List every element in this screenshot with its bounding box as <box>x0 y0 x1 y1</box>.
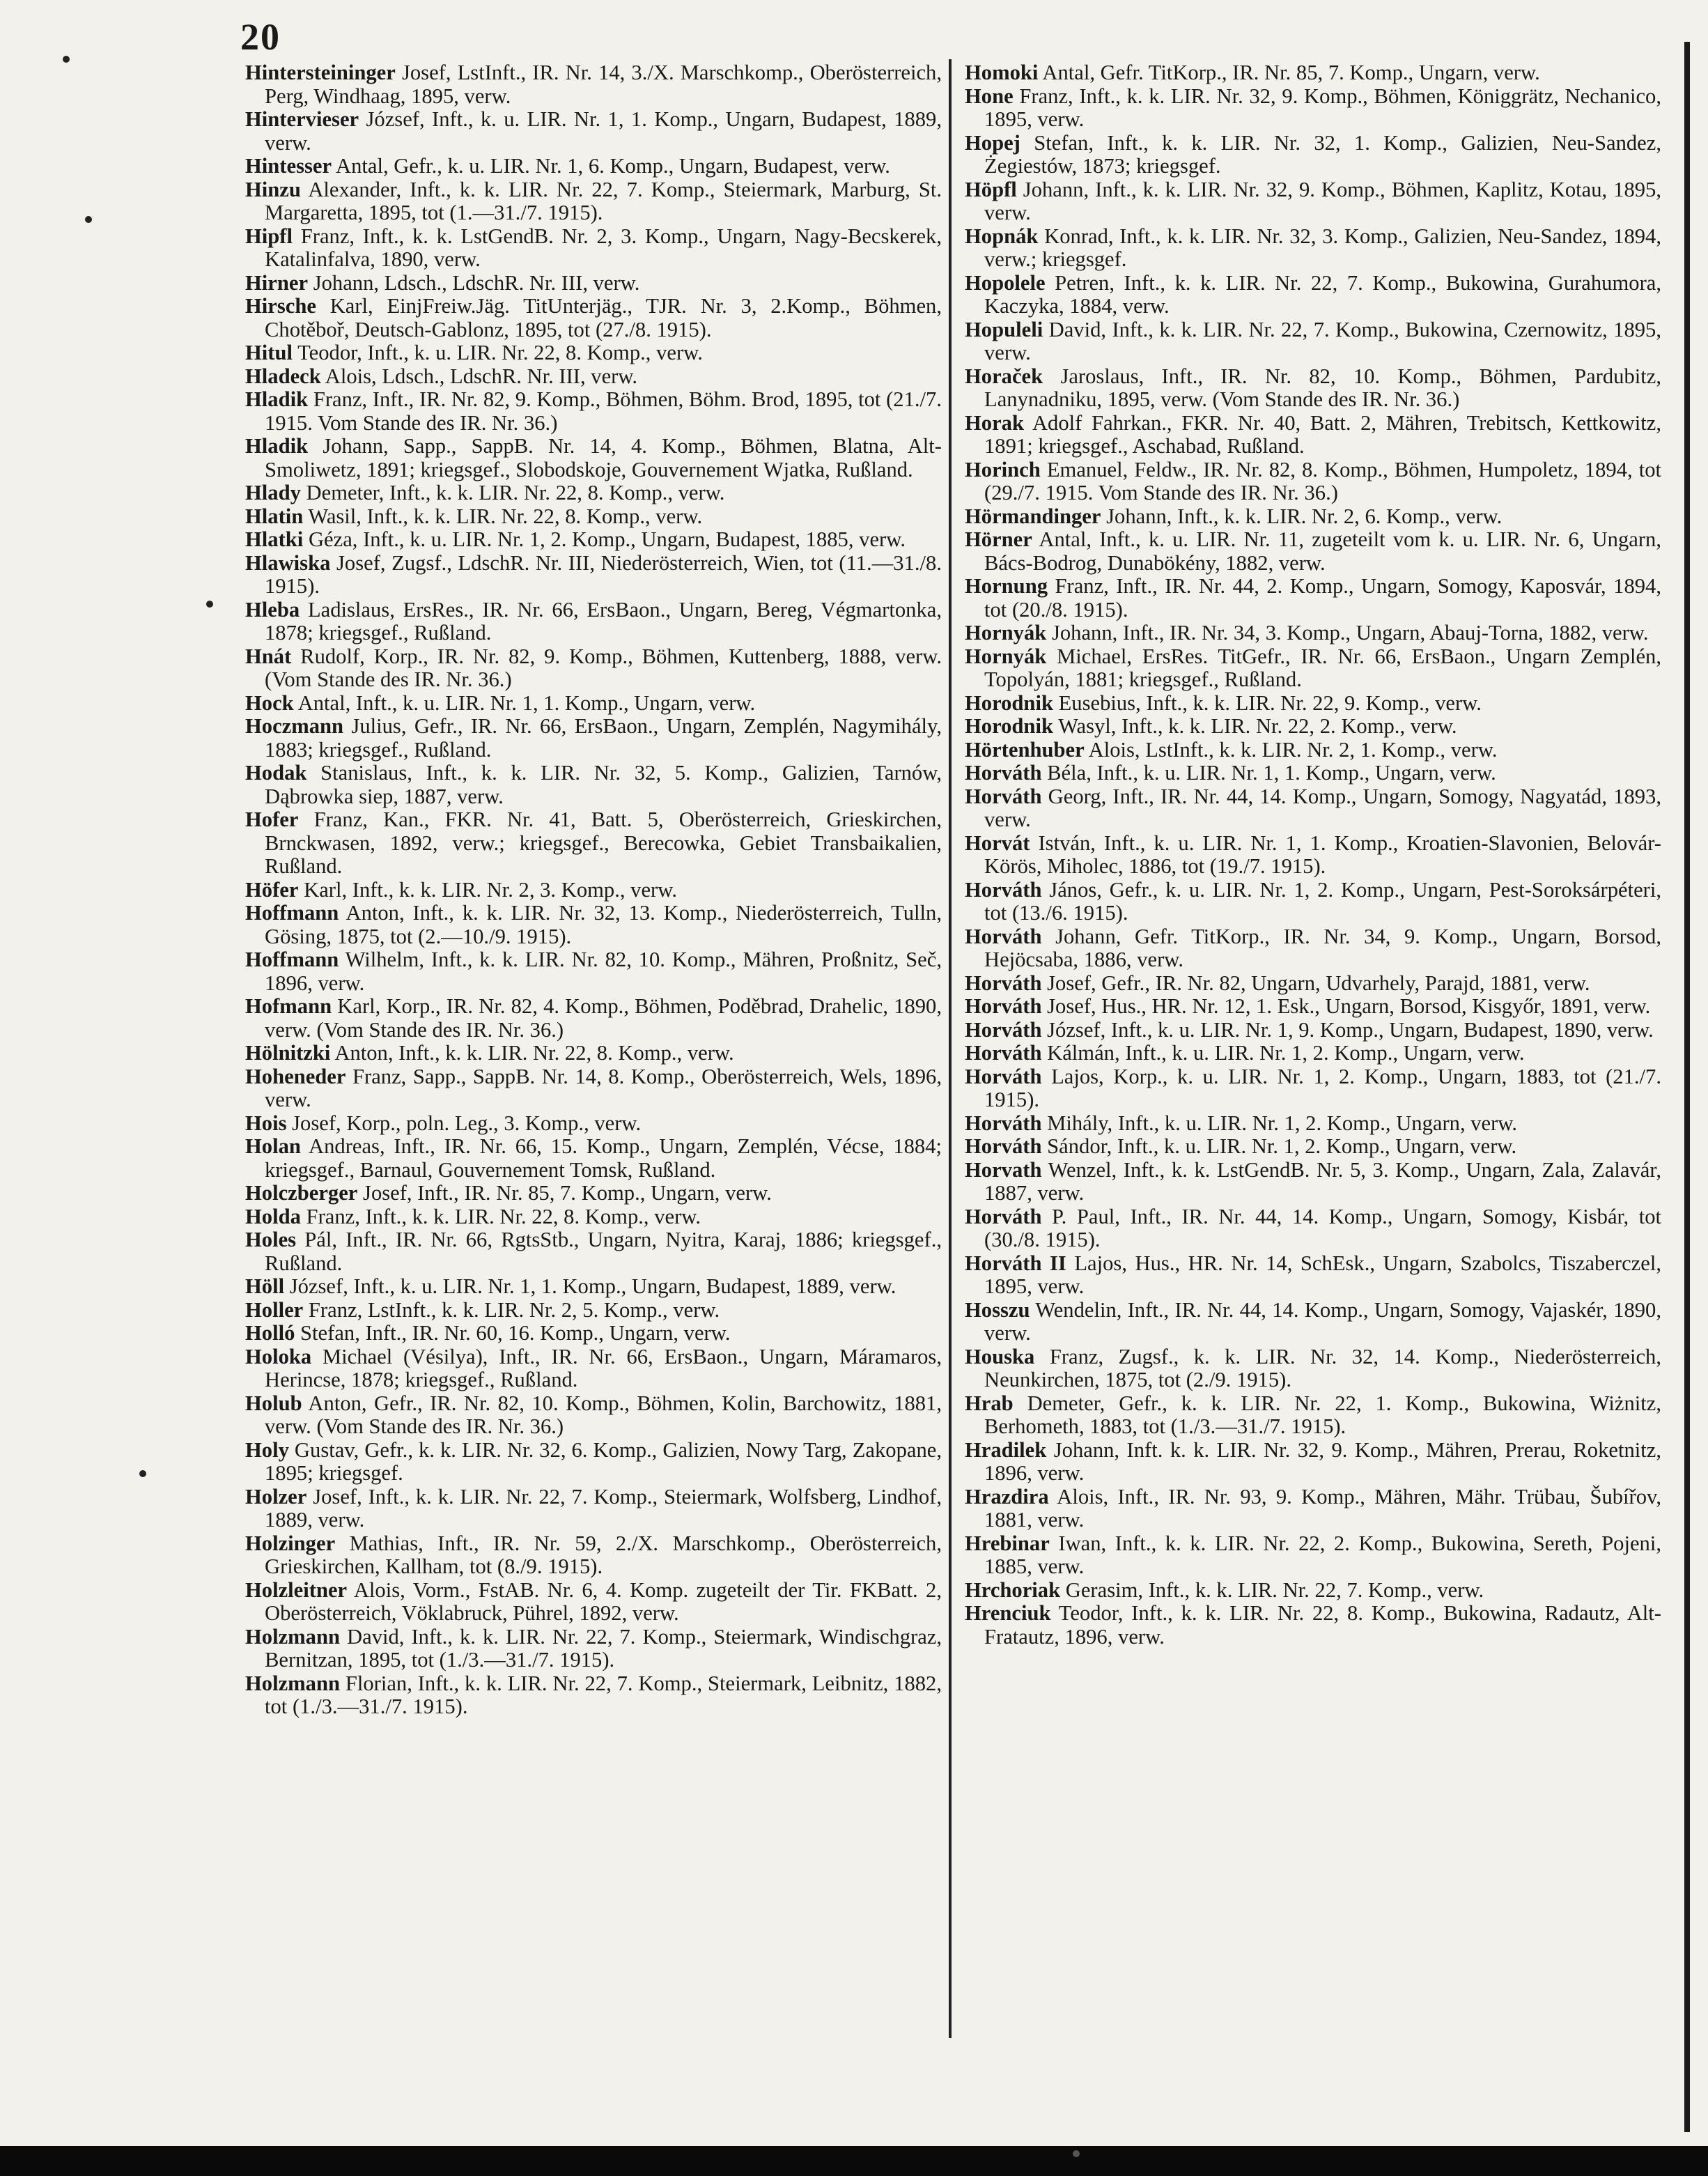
entry-surname: Holczberger <box>245 1181 358 1205</box>
entry-surname: Hrazdira <box>965 1484 1049 1508</box>
register-entry <box>245 61 942 108</box>
entry-details: Antal, Inft., k. u. LIR. Nr. 1, 1. Komp., Ungarn, verw. <box>293 690 756 715</box>
entry-details: Teodor, Inft., k. u. LIR. Nr. 22, 8. Komp., verw. <box>293 341 703 364</box>
register-entry <box>965 458 1661 505</box>
entry-details: Konrad, Inft., k. k. LIR. Nr. 32, 3. Komp., Galizien, Neu-Sandez, 1894, verw.; kriegsgef. <box>984 224 1661 271</box>
entry-details: Wilhelm, Inft., k. k. LIR. Nr. 82, 10. Komp., Mähren, Proßnitz, Seč, 1896, verw. <box>265 948 942 995</box>
register-entry <box>245 295 942 341</box>
entry-details: Antal, Inft., k. u. LIR. Nr. 11, zugeteilt vom k. u. LIR. Nr. 6, Ungarn, Bács-Bodrog, Dunabökény, 1882, verw. <box>984 527 1661 575</box>
entry-surname: Holzinger <box>245 1531 336 1555</box>
entry-surname: Holan <box>245 1134 301 1158</box>
entry-surname: Hois <box>245 1111 287 1135</box>
register-entry <box>245 1135 942 1182</box>
entry-surname: Homoki <box>965 61 1039 84</box>
entry-details: Wendelin, Inft., IR. Nr. 44, 14. Komp., Ungarn, Somogy, Vajaskér, 1890, verw. <box>984 1297 1661 1345</box>
entry-details: Alexander, Inft., k. k. LIR. Nr. 22, 7. Komp., Steiermark, Marburg, St. Margaretta, 1895, tot (1.—31./7. 1915). <box>265 177 942 224</box>
scan-speck <box>139 1470 146 1477</box>
entry-surname: Hörmandinger <box>965 504 1101 528</box>
page-edge-shadow <box>1684 42 1690 2132</box>
register-entry <box>245 552 942 599</box>
entry-surname: Hone <box>965 84 1014 108</box>
entry-details: Michael, ErsRes. TitGefr., IR. Nr. 66, ErsBaon., Ungarn Zemplén, Topolyán, 1881; kriegsgef., Rußland. <box>984 644 1661 691</box>
entry-details: Emanuel, Feldw., IR. Nr. 82, 8. Komp., Böhmen, Humpoletz, 1894, tot (29./7. 1915. Vom Stande des IR. Nr. 36.) <box>984 457 1661 504</box>
entry-surname: Hodak <box>245 761 307 785</box>
entry-surname: Horváth <box>965 1064 1042 1088</box>
register-entry <box>245 1112 942 1136</box>
entry-details: Lajos, Korp., k. u. LIR. Nr. 1, 2. Komp., Ungarn, 1883, tot (21./7. 1915). <box>984 1064 1661 1111</box>
entry-surname: Horodnik <box>965 690 1053 715</box>
register-entry <box>245 1532 942 1579</box>
entry-details: P. Paul, Inft., IR. Nr. 44, 14. Komp., Ungarn, Somogy, Kisbár, tot (30./8. 1915). <box>984 1204 1661 1251</box>
entry-details: Anton, Inft., k. k. LIR. Nr. 32, 13. Komp., Niederösterreich, Tulln, Gösing, 1875, tot (2.—10./9. 1915). <box>265 901 942 948</box>
entry-surname: Holzmann <box>245 1624 340 1649</box>
entry-details: József, Inft., k. u. LIR. Nr. 1, 1. Komp., Ungarn, Budapest, 1889, verw. <box>284 1274 896 1298</box>
entry-details: Antal, Gefr. TitKorp., IR. Nr. 85, 7. Komp., Ungarn, verw. <box>1038 61 1540 84</box>
entry-surname: Hladeck <box>245 364 321 388</box>
entry-details: János, Gefr., k. u. LIR. Nr. 1, 2. Komp., Ungarn, Pest-Soroksárpéteri, tot (13./6. 1915). <box>984 877 1661 925</box>
entry-details: Johann, Inft., IR. Nr. 34, 3. Komp., Ungarn, Abauj-Torna, 1882, verw. <box>1046 621 1649 645</box>
register-entry <box>965 1602 1661 1649</box>
entry-surname: Hopnák <box>965 224 1039 248</box>
entry-surname: Hladik <box>245 387 309 411</box>
register-entry <box>245 1228 942 1275</box>
register-entry <box>965 995 1661 1019</box>
register-entry <box>965 412 1661 458</box>
entry-details: Mathias, Inft., IR. Nr. 59, 2./X. Marschkomp., Oberösterreich, Grieskirchen, Kallham, tot (8./9. 1915). <box>265 1531 942 1578</box>
register-entry <box>245 1299 942 1322</box>
entry-details: Johann, Inft., k. k. LIR. Nr. 2, 6. Komp., verw. <box>1101 504 1503 528</box>
register-entry <box>245 178 942 225</box>
entry-details: Josef, Gefr., IR. Nr. 82, Ungarn, Udvarhely, Parajd, 1881, verw. <box>1041 971 1590 995</box>
entry-surname: Hladik <box>245 434 309 458</box>
entry-surname: Holzmann <box>245 1671 340 1695</box>
entry-surname: Hintesser <box>245 154 332 178</box>
entry-surname: Horváth <box>965 994 1042 1018</box>
entry-details: Jaroslaus, Inft., IR. Nr. 82, 10. Komp., Böhmen, Pardubitz, Lanynadniku, 1895, verw. (Vom Stande des IR. Nr. 36.) <box>984 364 1661 411</box>
register-entry <box>245 1042 942 1065</box>
register-entry <box>965 178 1661 225</box>
register-entry <box>245 272 942 295</box>
register-entry <box>965 1486 1661 1532</box>
entry-surname: Horváth <box>965 877 1042 902</box>
entry-surname: Hörner <box>965 527 1032 551</box>
column-divider <box>949 59 952 2038</box>
register-entry <box>245 388 942 435</box>
entry-details: Alois, Vorm., FstAB. Nr. 6, 4. Komp. zugeteilt der Tir. FKBatt. 2, Oberösterreich, Vöklabruck, Pührel, 1892, verw. <box>265 1577 942 1625</box>
register-entry <box>245 1322 942 1345</box>
entry-details: David, Inft., k. k. LIR. Nr. 22, 7. Komp., Steiermark, Windischgraz, Bernitzan, 1895, tot (1./3.—31./7. 1915). <box>265 1624 942 1672</box>
register-entry <box>245 762 942 808</box>
register-entry <box>965 645 1661 692</box>
register-entry <box>965 225 1661 272</box>
entry-details: Josef, Hus., HR. Nr. 12, 1. Esk., Ungarn, Borsod, Kisgyőr, 1891, verw. <box>1041 994 1651 1018</box>
entry-surname: Holub <box>245 1391 302 1415</box>
register-entry <box>965 1205 1661 1252</box>
entry-details: Petren, Inft., k. k. LIR. Nr. 22, 7. Komp., Bukowina, Gurahumora, Kaczyka, 1884, verw. <box>984 270 1661 318</box>
register-entry <box>245 505 942 529</box>
entry-surname: Horváth <box>965 1111 1042 1135</box>
register-entry <box>245 481 942 505</box>
register-entry <box>245 645 942 692</box>
register-entry <box>965 1252 1661 1299</box>
entry-details: József, Inft., k. u. LIR. Nr. 1, 1. Komp., Ungarn, Budapest, 1889, verw. <box>265 107 942 155</box>
entry-details: Gustav, Gefr., k. k. LIR. Nr. 32, 6. Komp., Galizien, Nowy Targ, Zakopane, 1895; kriegsgef. <box>265 1437 942 1485</box>
register-entry <box>245 599 942 645</box>
entry-details: Julius, Gefr., IR. Nr. 66, ErsBaon., Ungarn, Zemplén, Nagymihály, 1883; kriegsgef., Rußland. <box>265 714 942 762</box>
register-entry <box>245 155 942 178</box>
register-entry <box>965 739 1661 762</box>
entry-surname: Holy <box>245 1437 289 1462</box>
register-entry <box>965 1299 1661 1345</box>
register-entry <box>245 365 942 389</box>
entry-surname: Hopuleli <box>965 317 1043 341</box>
entry-surname: Hradilek <box>965 1437 1047 1462</box>
entry-surname: Hlawiska <box>245 550 331 575</box>
register-entry <box>245 692 942 716</box>
register-entry <box>965 1579 1661 1603</box>
entry-surname: Hosszu <box>965 1297 1030 1322</box>
register-entry <box>965 762 1661 785</box>
entry-details: Franz, Kan., FKR. Nr. 41, Batt. 5, Oberösterreich, Grieskirchen, Brnckwasen, 1892, verw.; kriegsgef., Bereсowka, Gebiet Transbaikalien, Rußland. <box>265 808 942 878</box>
entry-surname: Hipfl <box>245 224 293 248</box>
register-entry <box>245 715 942 762</box>
entry-details: Alois, Inft., IR. Nr. 93, 9. Komp., Mähren, Mähr. Trübau, Šubířov, 1881, verw. <box>984 1484 1661 1531</box>
register-entry <box>245 1205 942 1229</box>
entry-details: David, Inft., k. k. LIR. Nr. 22, 7. Komp., Bukowina, Czernowitz, 1895, verw. <box>984 317 1661 364</box>
register-entry <box>965 575 1661 622</box>
entry-surname: Holes <box>245 1228 297 1251</box>
register-entry <box>245 1275 942 1299</box>
register-entry <box>965 61 1661 85</box>
entry-surname: Horak <box>965 410 1024 435</box>
entry-details: Lajos, Hus., HR. Nr. 14, SchEsk., Ungarn, Szabolcs, Tiszaberczel, 1895, verw. <box>984 1251 1661 1298</box>
entry-surname: Hoffmann <box>245 948 339 971</box>
entry-details: Pál, Inft., IR. Nr. 66, RgtsStb., Ungarn, Nyitra, Karaj, 1886; kriegsgef., Rußland. <box>265 1228 942 1275</box>
entry-details: Johann, Sapp., SappB. Nr. 14, 4. Komp., Böhmen, Blatna, Alt-Smoliwetz, 1891; kriegsgef., Slobodskoje, Gouvernement Wjatka, Rußland. <box>265 434 942 481</box>
entry-details: Wasyl, Inft., k. k. LIR. Nr. 22, 2. Komp., verw. <box>1053 714 1457 738</box>
entry-surname: Horinch <box>965 457 1041 481</box>
register-entry <box>245 1345 942 1392</box>
register-entry <box>245 108 942 155</box>
scan-speck <box>85 216 92 223</box>
register-entry <box>965 318 1661 365</box>
register-entry <box>245 1439 942 1486</box>
entry-surname: Hrab <box>965 1391 1014 1415</box>
register-entry <box>965 715 1661 739</box>
scan-bottom-border <box>0 2146 1708 2176</box>
entry-surname: Hinzu <box>245 177 301 201</box>
entry-details: Teodor, Inft., k. k. LIR. Nr. 22, 8. Komp., Bukowina, Radautz, Alt-Fratautz, 1896, verw. <box>984 1601 1661 1649</box>
entry-surname: Horvath <box>965 1157 1042 1182</box>
entry-surname: Hopej <box>965 130 1020 155</box>
entry-surname: Horváth <box>965 761 1042 785</box>
entry-details: Ladislaus, ErsRes., IR. Nr. 66, ErsBaon., Ungarn, Bereg, Végmartonka, 1878; kriegsgef., Rußland. <box>265 597 942 645</box>
register-entry <box>245 1626 942 1672</box>
register-entry <box>245 995 942 1042</box>
entry-details: Alois, LstInft., k. k. LIR. Nr. 2, 1. Komp., verw. <box>1084 737 1498 762</box>
entry-surname: Hopolele <box>965 270 1046 295</box>
entry-surname: Horváth II <box>965 1251 1066 1275</box>
entry-details: Stanislaus, Inft., k. k. LIR. Nr. 32, 5. Komp., Galizien, Tarnów, Dąbrowka siep, 1887, verw. <box>265 761 942 808</box>
entry-surname: Hrenciuk <box>965 1601 1051 1625</box>
register-entry <box>245 948 942 995</box>
entry-details: Sándor, Inft., k. u. LIR. Nr. 1, 2. Komp., Ungarn, verw. <box>1041 1134 1517 1158</box>
entry-surname: Horváth <box>965 1204 1042 1228</box>
left-column <box>245 61 942 1719</box>
register-entry <box>245 1392 942 1439</box>
entry-surname: Hornung <box>965 574 1048 598</box>
register-entry <box>965 1439 1661 1486</box>
entry-details: Josef, Inft., k. k. LIR. Nr. 22, 7. Komp., Steiermark, Wolfsberg, Lindhof, 1889, verw. <box>265 1484 942 1531</box>
entry-details: Wenzel, Inft., k. k. LstGendB. Nr. 5, 3. Komp., Ungarn, Zala, Zalavár, 1887, verw. <box>984 1157 1661 1205</box>
entry-surname: Holzer <box>245 1484 307 1508</box>
register-entry <box>965 879 1661 925</box>
entry-details: Johann, Inft., k. k. LIR. Nr. 32, 9. Komp., Böhmen, Kaplitz, Kotau, 1895, verw. <box>984 177 1661 224</box>
entry-details: József, Inft., k. u. LIR. Nr. 1, 9. Komp., Ungarn, Budapest, 1890, verw. <box>1041 1017 1654 1042</box>
register-entry <box>965 365 1661 412</box>
entry-surname: Horvát <box>965 831 1030 855</box>
entry-details: Alois, Ldsch., LdschR. Nr. III, verw. <box>320 364 638 388</box>
register-entry <box>965 785 1661 832</box>
entry-details: Demeter, Gefr., k. k. LIR. Nr. 22, 1. Komp., Bukowina, Wiżnitz, Berhometh, 1883, tot (1./3.—31./7. 1915). <box>984 1391 1661 1438</box>
register-entry <box>245 1579 942 1626</box>
scan-speck <box>63 56 70 63</box>
entry-surname: Horodnik <box>965 714 1053 738</box>
entry-surname: Hoffmann <box>245 901 339 925</box>
register-entry <box>965 1019 1661 1042</box>
entry-surname: Höll <box>245 1274 285 1298</box>
entry-details: Anton, Inft., k. k. LIR. Nr. 22, 8. Komp., verw. <box>330 1041 734 1065</box>
entry-surname: Hrchoriak <box>965 1577 1061 1602</box>
register-entry <box>965 972 1661 996</box>
entry-details: Iwan, Inft., k. k. LIR. Nr. 22, 2. Komp., Bukowina, Sereth, Pojeni, 1885, verw. <box>984 1531 1661 1578</box>
entry-surname: Hlady <box>245 481 301 504</box>
entry-details: Stefan, Inft., k. k. LIR. Nr. 32, 1. Komp., Galizien, Neu-Sandez, Żegiestów, 1873; kriegsgef. <box>984 130 1661 178</box>
entry-surname: Höfer <box>245 877 299 902</box>
entry-surname: Horváth <box>965 1017 1042 1042</box>
entry-details: Rudolf, Korp., IR. Nr. 82, 9. Komp., Böhmen, Kuttenberg, 1888, verw. (Vom Stande des IR. Nr. 36.) <box>265 644 942 691</box>
entry-details: Mihály, Inft., k. u. LIR. Nr. 1, 2. Komp., Ungarn, verw. <box>1041 1111 1518 1135</box>
entry-details: Franz, Inft., IR. Nr. 44, 2. Komp., Ungarn, Somogy, Kaposvár, 1894, tot (20./8. 1915). <box>984 574 1661 622</box>
register-entry <box>965 1392 1661 1439</box>
entry-details: Josef, Korp., poln. Leg., 3. Komp., verw. <box>286 1111 642 1135</box>
entry-surname: Holda <box>245 1204 301 1228</box>
entry-surname: Hornyák <box>965 644 1047 668</box>
entry-details: Franz, LstInft., k. k. LIR. Nr. 2, 5. Komp., verw. <box>303 1297 720 1322</box>
entry-surname: Hlatki <box>245 527 304 551</box>
entry-details: Josef, LstInft., IR. Nr. 14, 3./X. Marschkomp., Oberösterreich, Perg, Windhaag, 1895, verw. <box>265 61 942 108</box>
entry-details: Josef, Zugsf., LdschR. Nr. III, Niederösterreich, Wien, tot (11.—31./8. 1915). <box>265 550 942 598</box>
scan-speck <box>1073 2150 1080 2157</box>
entry-surname: Hleba <box>245 597 300 622</box>
entry-surname: Houska <box>965 1344 1035 1368</box>
register-entry <box>245 808 942 879</box>
register-entry <box>965 1112 1661 1136</box>
register-entry <box>245 879 942 902</box>
entry-details: Stefan, Inft., IR. Nr. 60, 16. Komp., Ungarn, verw. <box>295 1321 731 1345</box>
register-entry <box>245 1672 942 1719</box>
entry-details: Franz, Zugsf., k. k. LIR. Nr. 32, 14. Komp., Niederösterreich, Neunkirchen, 1875, tot (2./9. 1915). <box>984 1344 1661 1391</box>
entry-details: Karl, Korp., IR. Nr. 82, 4. Komp., Böhmen, Poděbrad, Drahelic, 1890, verw. (Vom Stande des IR. Nr. 36.) <box>265 994 942 1042</box>
entry-surname: Horváth <box>965 971 1042 995</box>
entry-surname: Hofer <box>245 808 299 831</box>
entry-details: Michael (Vésilya), Inft., IR. Nr. 66, ErsBaon., Ungarn, Máramaros, Herincse, 1878; kriegsgef., Rußland. <box>265 1344 942 1391</box>
register-entry <box>245 902 942 948</box>
register-entry <box>245 1182 942 1205</box>
entry-surname: Hofmann <box>245 994 332 1018</box>
entry-details: Franz, Inft., k. k. LIR. Nr. 32, 9. Komp., Böhmen, Königgrätz, Nechanico, 1895, verw. <box>984 84 1661 131</box>
entry-details: Josef, Inft., IR. Nr. 85, 7. Komp., Ungarn, verw. <box>357 1181 772 1205</box>
register-entry <box>965 132 1661 178</box>
entry-surname: Horváth <box>965 1041 1042 1065</box>
entry-surname: Hornyák <box>965 621 1047 645</box>
entry-details: Eusebius, Inft., k. k. LIR. Nr. 22, 9. Komp., verw. <box>1053 690 1482 715</box>
entry-surname: Hock <box>245 690 294 715</box>
entry-surname: Hitul <box>245 341 293 364</box>
register-entry <box>965 528 1661 575</box>
entry-details: Franz, Inft., IR. Nr. 82, 9. Komp., Böhmen, Böhm. Brod, 1895, tot (21./7. 1915. Vom Stande des IR. Nr. 36.) <box>265 387 942 435</box>
register-entry <box>965 1042 1661 1065</box>
register-entry <box>965 1345 1661 1392</box>
entry-details: Béla, Inft., k. u. LIR. Nr. 1, 1. Komp., Ungarn, verw. <box>1041 761 1496 785</box>
entry-surname: Hoczmann <box>245 714 344 738</box>
entry-surname: Hörtenhuber <box>965 737 1085 762</box>
register-entry <box>965 1159 1661 1205</box>
entry-surname: Hlatin <box>245 504 304 528</box>
entry-details: Karl, Inft., k. k. LIR. Nr. 2, 3. Komp., verw. <box>298 877 677 902</box>
register-entry <box>965 692 1661 716</box>
entry-surname: Hnát <box>245 644 292 668</box>
register-entry <box>965 1065 1661 1112</box>
entry-surname: Hirsche <box>245 294 316 318</box>
entry-surname: Holzleitner <box>245 1577 348 1602</box>
entry-surname: Hintervieser <box>245 107 359 131</box>
register-entry <box>245 341 942 365</box>
entry-details: Adolf Fahrkan., FKR. Nr. 40, Batt. 2, Mähren, Trebitsch, Kettkowitz, 1891; kriegsgef., Aschabad, Rußland. <box>984 410 1661 458</box>
entry-surname: Horváth <box>965 784 1042 808</box>
entry-details: Karl, EinjFreiw.Jäg. TitUnterjäg., TJR. Nr. 3, 2.Komp., Böhmen, Chotěboř, Deutsch-Gablonz, 1895, tot (27./8. 1915). <box>265 294 942 341</box>
entry-surname: Höpfl <box>965 177 1017 201</box>
entry-details: Florian, Inft., k. k. LIR. Nr. 22, 7. Komp., Steiermark, Leibnitz, 1882, tot (1./3.—31./7. 1915). <box>265 1671 942 1718</box>
register-entry <box>245 225 942 272</box>
entry-details: Wasil, Inft., k. k. LIR. Nr. 22, 8. Komp., verw. <box>303 504 703 528</box>
entry-details: Johann, Gefr. TitKorp., IR. Nr. 34, 9. Komp., Ungarn, Borsod, Hejöcsaba, 1886, verw. <box>984 924 1661 971</box>
entry-surname: Holoka <box>245 1344 312 1368</box>
register-entry <box>245 1486 942 1532</box>
page-number: 20 <box>240 16 281 58</box>
scan-speck <box>206 601 213 608</box>
entry-details: István, Inft., k. u. LIR. Nr. 1, 1. Komp., Kroatien-Slavonien, Belovár-Körös, Miholec, 1886, tot (19./7. 1915). <box>984 831 1661 878</box>
entry-surname: Hintersteininger <box>245 61 396 84</box>
entry-details: Andreas, Inft., IR. Nr. 66, 15. Komp., Ungarn, Zemplén, Vécse, 1884; kriegsgef., Barnaul, Gouvernement Tomsk, Rußland. <box>265 1134 942 1182</box>
entry-surname: Horváth <box>965 924 1042 948</box>
register-entry <box>965 1135 1661 1159</box>
right-column <box>965 61 1661 1649</box>
entry-details: Georg, Inft., IR. Nr. 44, 14. Komp., Ungarn, Somogy, Nagyatád, 1893, verw. <box>984 784 1661 831</box>
entry-details: Johann, Ldsch., LdschR. Nr. III, verw. <box>308 270 640 295</box>
entry-details: Anton, Gefr., IR. Nr. 82, 10. Komp., Böhmen, Kolin, Barchowitz, 1881, verw. (Vom Stande des IR. Nr. 36.) <box>265 1391 942 1438</box>
register-entry <box>245 435 942 481</box>
register-entry <box>965 925 1661 972</box>
entry-details: Gerasim, Inft., k. k. LIR. Nr. 22, 7. Komp., verw. <box>1060 1577 1484 1602</box>
entry-details: Franz, Inft., k. k. LstGendB. Nr. 2, 3. Komp., Ungarn, Nagy-Becskerek, Katalinfalva, 1890, verw. <box>265 224 942 271</box>
entry-details: Antal, Gefr., k. u. LIR. Nr. 1, 6. Komp., Ungarn, Budapest, verw. <box>332 154 890 178</box>
entry-surname: Hirner <box>245 270 309 295</box>
entry-details: Johann, Inft. k. k. LIR. Nr. 32, 9. Komp., Mähren, Prerau, Roketnitz, 1896, verw. <box>984 1437 1661 1485</box>
register-entry <box>965 85 1661 132</box>
entry-surname: Holler <box>245 1297 304 1322</box>
entry-surname: Hölnitzki <box>245 1041 331 1065</box>
register-entry <box>245 1065 942 1112</box>
entry-details: Géza, Inft., k. u. LIR. Nr. 1, 2. Komp., Ungarn, Budapest, 1885, verw. <box>303 527 906 551</box>
entry-surname: Hoheneder <box>245 1064 346 1088</box>
entry-details: Demeter, Inft., k. k. LIR. Nr. 22, 8. Komp., verw. <box>300 481 725 504</box>
entry-details: Kálmán, Inft., k. u. LIR. Nr. 1, 2. Komp., Ungarn, verw. <box>1041 1041 1525 1065</box>
register-entry <box>245 528 942 552</box>
register-entry <box>965 505 1661 529</box>
entry-details: Franz, Inft., k. k. LIR. Nr. 22, 8. Komp., verw. <box>300 1204 701 1228</box>
register-entry <box>965 622 1661 645</box>
entry-surname: Holló <box>245 1321 295 1345</box>
register-entry <box>965 832 1661 879</box>
register-entry <box>965 272 1661 318</box>
entry-surname: Horváth <box>965 1134 1042 1158</box>
entry-surname: Horaček <box>965 364 1043 388</box>
entry-details: Franz, Sapp., SappB. Nr. 14, 8. Komp., Oberösterreich, Wels, 1896, verw. <box>265 1064 942 1111</box>
register-entry <box>965 1532 1661 1579</box>
entry-surname: Hrebinar <box>965 1531 1050 1555</box>
